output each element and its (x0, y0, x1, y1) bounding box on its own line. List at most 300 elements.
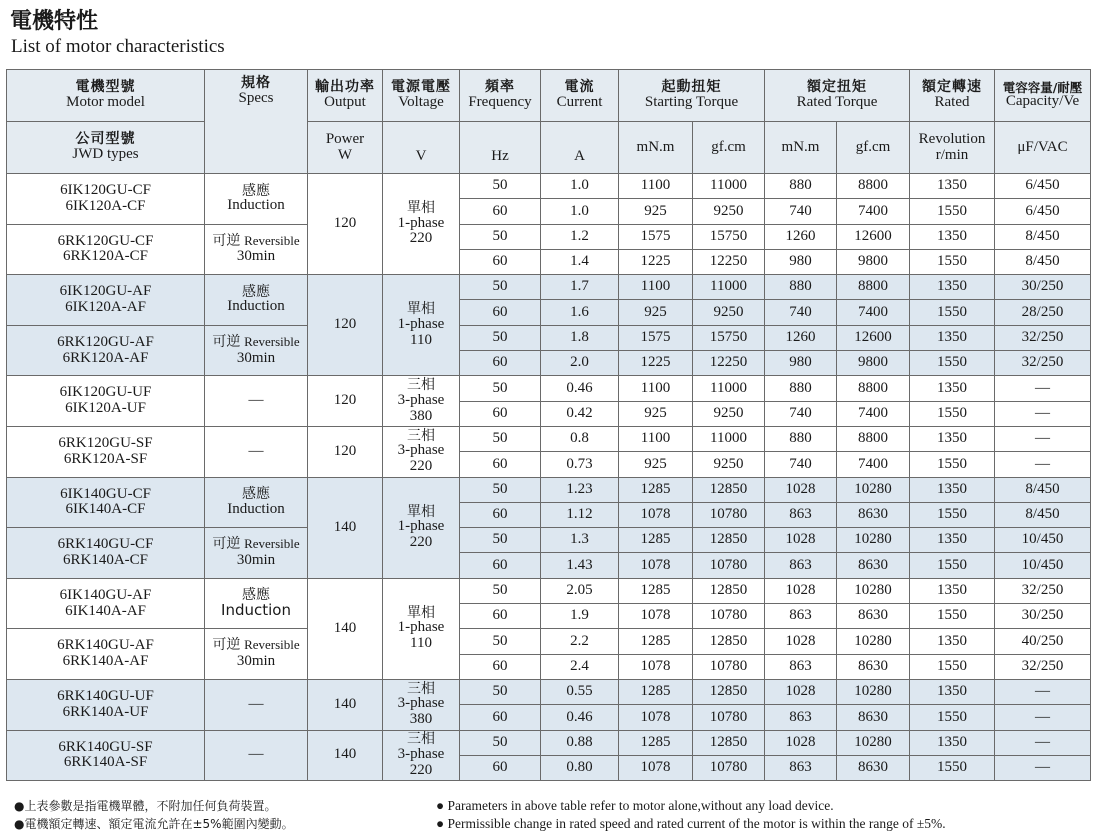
revolution-cell: 1350 (910, 528, 995, 553)
capacity-cell: — (995, 730, 1091, 755)
rated-gfcm-cell: 8800 (837, 174, 910, 199)
volt-v: 220 (409, 230, 433, 247)
volt-zh: 單相 (407, 604, 435, 621)
frequency-cell: 60 (460, 553, 541, 578)
volt-zh: 三相 (407, 680, 435, 697)
revolution-cell: 1350 (910, 477, 995, 502)
revolution-cell: 1550 (910, 705, 995, 730)
revolution-cell: 1550 (910, 502, 995, 527)
current-cell: 1.4 (541, 249, 619, 274)
model-name: 6RK140A-CF (62, 551, 148, 568)
header-rated-torque: 額定扭矩 Rated Torque (765, 70, 910, 122)
rated-mnm-cell: 1260 (765, 224, 837, 249)
rated-gfcm-cell: 8630 (837, 705, 910, 730)
model-name: 6RK120GU-AF (57, 333, 154, 350)
model-name: 6RK140GU-UF (57, 687, 154, 704)
table-row (7, 426, 1091, 451)
revolution-cell: 1350 (910, 629, 995, 654)
revolution-cell: 1350 (910, 426, 995, 451)
spec-zh: 可逆 (212, 536, 241, 553)
model-name: 6RK140A-AF (62, 653, 149, 670)
header-capacity: 電容容量/耐壓 Capacity/Ve (995, 70, 1091, 122)
rated-gfcm-cell: 10280 (837, 578, 910, 603)
volt-zh: 三相 (407, 731, 435, 748)
start-mnm-cell: 1078 (619, 755, 693, 780)
note-en-2: ● Permissible change in rated speed and rated current of the motor is within the range of ±5%. (436, 816, 946, 831)
model-name: 6IK140GU-AF (59, 586, 152, 603)
capacity-cell: — (995, 705, 1091, 730)
rated-gfcm-cell: 8630 (837, 604, 910, 629)
current-cell: 1.12 (541, 502, 619, 527)
rated-mnm-cell: 1260 (765, 325, 837, 350)
spec-zh: 可逆 (212, 637, 241, 654)
current-cell: 0.55 (541, 679, 619, 704)
spec-dash: — (248, 695, 264, 712)
revolution-cell: 1350 (910, 376, 995, 401)
model-cell (7, 275, 205, 326)
frequency-cell: 50 (460, 426, 541, 451)
model-name: 6RK140GU-AF (57, 637, 154, 654)
spec-zh: 感應 (242, 182, 270, 199)
current-cell: 1.6 (541, 300, 619, 325)
capacity-cell: — (995, 376, 1091, 401)
spec-dash: — (248, 746, 264, 763)
start-mnm-cell: 1078 (619, 604, 693, 629)
frequency-cell: 50 (460, 477, 541, 502)
frequency-cell: 60 (460, 502, 541, 527)
start-mnm-cell: 1225 (619, 351, 693, 376)
start-gfcm-cell: 12850 (693, 528, 765, 553)
start-gfcm-cell: 12250 (693, 351, 765, 376)
revolution-cell: 1550 (910, 604, 995, 629)
output-cell: 120 (308, 275, 383, 376)
voltage-cell (383, 578, 460, 679)
spec-dash: — (248, 392, 264, 409)
voltage-cell (383, 679, 460, 730)
rated-mnm-cell: 740 (765, 300, 837, 325)
voltage-cell (383, 174, 460, 275)
volt-v: 220 (409, 458, 433, 475)
spec-cell (205, 224, 308, 275)
frequency-cell: 50 (460, 629, 541, 654)
model-name: 6IK120A-CF (65, 197, 146, 214)
table-row (7, 275, 1091, 300)
header-voltage: 電源電壓 Voltage (383, 70, 460, 122)
volt-en: 3-phase (397, 391, 445, 408)
current-cell: 1.2 (541, 224, 619, 249)
spec-zh: 可逆 (212, 333, 241, 350)
revolution-cell: 1550 (910, 249, 995, 274)
rated-gfcm-cell: 7400 (837, 401, 910, 426)
output-cell: 120 (308, 174, 383, 275)
start-gfcm-cell: 9250 (693, 300, 765, 325)
start-gfcm-cell: 9250 (693, 401, 765, 426)
table-row (7, 528, 1091, 553)
rated-mnm-cell: 863 (765, 553, 837, 578)
start-gfcm-cell: 10780 (693, 755, 765, 780)
header-jwd-types: 公司型號 JWD types (7, 122, 205, 174)
start-gfcm-cell: 12850 (693, 679, 765, 704)
frequency-cell: 60 (460, 199, 541, 224)
model-cell (7, 224, 205, 275)
rated-gfcm-cell: 12600 (837, 325, 910, 350)
model-name: 6RK140A-SF (63, 754, 148, 771)
volt-en: 3-phase (397, 695, 445, 712)
volt-en: 1-phase (397, 619, 445, 636)
spec-cell (205, 477, 308, 528)
capacity-cell: — (995, 401, 1091, 426)
start-gfcm-cell: 12250 (693, 249, 765, 274)
header-specs: 規格 Specs (205, 70, 308, 174)
rated-gfcm-cell: 10280 (837, 679, 910, 704)
capacity-cell: — (995, 755, 1091, 780)
model-cell (7, 629, 205, 680)
header-current: 電流 Current (541, 70, 619, 122)
start-mnm-cell: 1285 (619, 679, 693, 704)
capacity-cell: 32/250 (995, 351, 1091, 376)
rated-mnm-cell: 740 (765, 401, 837, 426)
table-row (7, 224, 1091, 249)
revolution-cell: 1550 (910, 755, 995, 780)
output-cell: 140 (308, 679, 383, 730)
output-cell: 140 (308, 730, 383, 781)
rated-mnm-cell: 740 (765, 452, 837, 477)
frequency-cell: 50 (460, 528, 541, 553)
current-cell: 0.73 (541, 452, 619, 477)
rated-gfcm-cell: 8630 (837, 553, 910, 578)
capacity-cell: 32/250 (995, 654, 1091, 679)
spec-en: Induction (227, 298, 285, 315)
voltage-cell (383, 730, 460, 781)
rated-mnm-cell: 1028 (765, 528, 837, 553)
start-mnm-cell: 1100 (619, 426, 693, 451)
capacity-cell: 8/450 (995, 224, 1091, 249)
rated-gfcm-cell: 8630 (837, 755, 910, 780)
current-cell: 1.3 (541, 528, 619, 553)
frequency-cell: 60 (460, 604, 541, 629)
start-gfcm-cell: 10780 (693, 604, 765, 629)
header-frequency-unit: Hz (460, 122, 541, 174)
rated-gfcm-cell: 8800 (837, 275, 910, 300)
header-rated-revolution: 額定轉速 Rated (910, 70, 995, 122)
rated-mnm-cell: 1028 (765, 477, 837, 502)
revolution-cell: 1350 (910, 679, 995, 704)
spec-dash: — (248, 442, 264, 459)
output-cell: 140 (308, 578, 383, 679)
volt-v: 220 (409, 761, 433, 778)
capacity-cell: 32/250 (995, 578, 1091, 603)
start-mnm-cell: 1078 (619, 502, 693, 527)
revolution-cell: 1550 (910, 401, 995, 426)
current-cell: 0.42 (541, 401, 619, 426)
frequency-cell: 60 (460, 452, 541, 477)
frequency-cell: 50 (460, 578, 541, 603)
notes-zh (14, 797, 294, 833)
header-starting-torque: 起動扭矩 Starting Torque (619, 70, 765, 122)
revolution-cell: 1550 (910, 199, 995, 224)
volt-v: 380 (409, 711, 433, 728)
capacity-cell: 8/450 (995, 249, 1091, 274)
revolution-cell: 1350 (910, 275, 995, 300)
start-gfcm-cell: 12850 (693, 629, 765, 654)
rated-gfcm-cell: 10280 (837, 629, 910, 654)
header-rated-mnm: mN.m (765, 122, 837, 174)
capacity-cell: — (995, 679, 1091, 704)
rated-gfcm-cell: 8630 (837, 654, 910, 679)
model-name: 6RK120A-SF (63, 450, 148, 467)
rated-mnm-cell: 1028 (765, 629, 837, 654)
spec-duration: 30min (236, 653, 276, 670)
header-revolution-unit: Revolution r/min (910, 122, 995, 174)
rated-gfcm-cell: 7400 (837, 199, 910, 224)
current-cell: 2.4 (541, 654, 619, 679)
model-cell (7, 376, 205, 427)
frequency-cell: 60 (460, 401, 541, 426)
current-cell: 2.0 (541, 351, 619, 376)
page-title-en: List of motor characteristics (11, 36, 225, 57)
model-name: 6RK120A-CF (62, 248, 148, 265)
spec-zh: 感應 (242, 587, 270, 604)
model-name: 6IK120GU-CF (60, 182, 151, 199)
model-cell (7, 730, 205, 781)
spec-cell (205, 275, 308, 326)
spec-cell (205, 578, 308, 629)
model-name: 6RK140GU-SF (58, 738, 153, 755)
start-gfcm-cell: 9250 (693, 452, 765, 477)
frequency-cell: 50 (460, 174, 541, 199)
current-cell: 0.46 (541, 705, 619, 730)
start-gfcm-cell: 11000 (693, 426, 765, 451)
rated-mnm-cell: 980 (765, 249, 837, 274)
revolution-cell: 1550 (910, 654, 995, 679)
spec-duration: 30min (236, 551, 276, 568)
voltage-cell (383, 426, 460, 477)
capacity-cell: 6/450 (995, 174, 1091, 199)
model-name: 6IK120GU-UF (59, 384, 152, 401)
table-row (7, 730, 1091, 755)
capacity-cell: 10/450 (995, 528, 1091, 553)
rated-mnm-cell: 1028 (765, 679, 837, 704)
table-row (7, 578, 1091, 603)
start-mnm-cell: 1078 (619, 654, 693, 679)
header-rated-gfcm: gf.cm (837, 122, 910, 174)
capacity-cell: — (995, 452, 1091, 477)
spec-cell (205, 679, 308, 730)
start-gfcm-cell: 11000 (693, 275, 765, 300)
capacity-cell: 30/250 (995, 604, 1091, 629)
table-row (7, 679, 1091, 704)
model-name: 6IK120A-UF (65, 400, 146, 417)
revolution-cell: 1350 (910, 174, 995, 199)
spec-zh: 感應 (242, 283, 270, 300)
capacity-cell: 6/450 (995, 199, 1091, 224)
rated-gfcm-cell: 8800 (837, 426, 910, 451)
rated-mnm-cell: 880 (765, 275, 837, 300)
start-mnm-cell: 1285 (619, 477, 693, 502)
rated-gfcm-cell: 7400 (837, 452, 910, 477)
output-cell: 120 (308, 376, 383, 427)
spec-duration: 30min (236, 349, 276, 366)
spec-cell (205, 528, 308, 579)
table-row (7, 325, 1091, 350)
model-cell (7, 679, 205, 730)
rated-mnm-cell: 863 (765, 654, 837, 679)
frequency-cell: 50 (460, 376, 541, 401)
start-mnm-cell: 925 (619, 452, 693, 477)
note-zh-1: ●上表參數是指電機單體，不附加任何負荷裝置。 (14, 799, 277, 813)
start-gfcm-cell: 15750 (693, 325, 765, 350)
voltage-cell (383, 275, 460, 376)
spec-cell (205, 174, 308, 225)
start-gfcm-cell: 12850 (693, 477, 765, 502)
current-cell: 1.8 (541, 325, 619, 350)
capacity-cell: 8/450 (995, 502, 1091, 527)
start-gfcm-cell: 11000 (693, 174, 765, 199)
note-zh-2: ●電機額定轉速、額定電流允許在±5%範圍內變動。 (14, 817, 294, 831)
start-mnm-cell: 925 (619, 199, 693, 224)
header-model: 電機型號 Motor model (7, 70, 205, 122)
spec-cell (205, 376, 308, 427)
header-start-mnm: mN.m (619, 122, 693, 174)
volt-zh: 單相 (407, 503, 435, 520)
table-row (7, 174, 1091, 199)
revolution-cell: 1550 (910, 452, 995, 477)
volt-en: 1-phase (397, 518, 445, 535)
start-mnm-cell: 1078 (619, 553, 693, 578)
current-cell: 0.88 (541, 730, 619, 755)
capacity-cell: 32/250 (995, 325, 1091, 350)
volt-v: 110 (410, 635, 432, 652)
start-gfcm-cell: 12850 (693, 730, 765, 755)
rated-gfcm-cell: 10280 (837, 477, 910, 502)
start-gfcm-cell: 9250 (693, 199, 765, 224)
voltage-cell (383, 376, 460, 427)
note-en-1: ● Parameters in above table refer to motor alone,without any load device. (436, 798, 834, 813)
rated-mnm-cell: 980 (765, 351, 837, 376)
volt-zh: 三相 (407, 427, 435, 444)
model-name: 6RK140GU-CF (57, 536, 154, 553)
table-row (7, 629, 1091, 654)
start-gfcm-cell: 12850 (693, 578, 765, 603)
capacity-cell: 10/450 (995, 553, 1091, 578)
header-start-gfcm: gf.cm (693, 122, 765, 174)
model-name: 6IK140A-CF (65, 501, 146, 518)
current-cell: 1.43 (541, 553, 619, 578)
start-mnm-cell: 925 (619, 401, 693, 426)
model-name: 6RK140A-UF (62, 703, 149, 720)
table-row (7, 477, 1091, 502)
header-frequency: 頻率 Frequency (460, 70, 541, 122)
start-gfcm-cell: 10780 (693, 705, 765, 730)
revolution-cell: 1550 (910, 351, 995, 376)
capacity-cell: 40/250 (995, 629, 1091, 654)
rated-gfcm-cell: 9800 (837, 351, 910, 376)
current-cell: 0.8 (541, 426, 619, 451)
start-gfcm-cell: 10780 (693, 553, 765, 578)
header-output: 輸出功率 Output (308, 70, 383, 122)
start-mnm-cell: 1285 (619, 730, 693, 755)
rated-mnm-cell: 1028 (765, 730, 837, 755)
rated-gfcm-cell: 7400 (837, 300, 910, 325)
rated-gfcm-cell: 10280 (837, 730, 910, 755)
model-name: 6IK140A-AF (65, 602, 146, 619)
spec-cell (205, 426, 308, 477)
current-cell: 0.46 (541, 376, 619, 401)
rated-mnm-cell: 863 (765, 755, 837, 780)
volt-v: 220 (409, 534, 433, 550)
frequency-cell: 60 (460, 654, 541, 679)
rated-gfcm-cell: 12600 (837, 224, 910, 249)
start-mnm-cell: 1225 (619, 249, 693, 274)
volt-zh: 單相 (407, 301, 435, 318)
revolution-cell: 1350 (910, 224, 995, 249)
spec-zh: 感應 (242, 486, 270, 503)
revolution-cell: 1350 (910, 325, 995, 350)
spec-en: Induction (227, 500, 285, 517)
rated-mnm-cell: 880 (765, 376, 837, 401)
frequency-cell: 60 (460, 755, 541, 780)
header-voltage-unit: V (383, 122, 460, 174)
capacity-cell: 28/250 (995, 300, 1091, 325)
model-cell (7, 578, 205, 629)
frequency-cell: 60 (460, 249, 541, 274)
start-mnm-cell: 1100 (619, 174, 693, 199)
rated-gfcm-cell: 10280 (837, 528, 910, 553)
model-cell (7, 528, 205, 579)
spec-cell (205, 629, 308, 680)
volt-zh: 三相 (407, 377, 435, 394)
current-cell: 1.0 (541, 174, 619, 199)
current-cell: 1.23 (541, 477, 619, 502)
start-gfcm-cell: 10780 (693, 654, 765, 679)
frequency-cell: 60 (460, 300, 541, 325)
model-name: 6RK120GU-SF (58, 435, 153, 452)
start-mnm-cell: 1285 (619, 528, 693, 553)
start-gfcm-cell: 15750 (693, 224, 765, 249)
volt-en: 1-phase (397, 214, 445, 231)
current-cell: 1.7 (541, 275, 619, 300)
start-mnm-cell: 1078 (619, 705, 693, 730)
revolution-cell: 1350 (910, 730, 995, 755)
start-mnm-cell: 1575 (619, 224, 693, 249)
volt-en: 1-phase (397, 315, 445, 332)
start-mnm-cell: 1285 (619, 578, 693, 603)
motor-spec-table (6, 69, 1091, 781)
header-current-unit: A (541, 122, 619, 174)
spec-en: Reversible (244, 232, 300, 248)
start-mnm-cell: 925 (619, 300, 693, 325)
spec-en: Reversible (244, 333, 300, 349)
current-cell: 1.9 (541, 604, 619, 629)
capacity-cell: 30/250 (995, 275, 1091, 300)
notes-en (436, 797, 946, 833)
volt-v: 380 (409, 407, 433, 424)
model-name: 6IK120A-AF (65, 298, 146, 315)
volt-en: 3-phase (397, 745, 445, 762)
frequency-cell: 50 (460, 224, 541, 249)
rated-gfcm-cell: 8630 (837, 502, 910, 527)
output-cell: 140 (308, 477, 383, 578)
start-gfcm-cell: 11000 (693, 376, 765, 401)
volt-v: 110 (410, 331, 432, 348)
page-title-zh: 電機特性 (10, 9, 99, 34)
model-name: 6RK120A-AF (62, 349, 149, 366)
revolution-cell: 1350 (910, 578, 995, 603)
frequency-cell: 60 (460, 705, 541, 730)
capacity-cell: — (995, 426, 1091, 451)
model-name: 6IK140GU-CF (60, 485, 151, 502)
model-name: 6RK120GU-CF (57, 232, 154, 249)
